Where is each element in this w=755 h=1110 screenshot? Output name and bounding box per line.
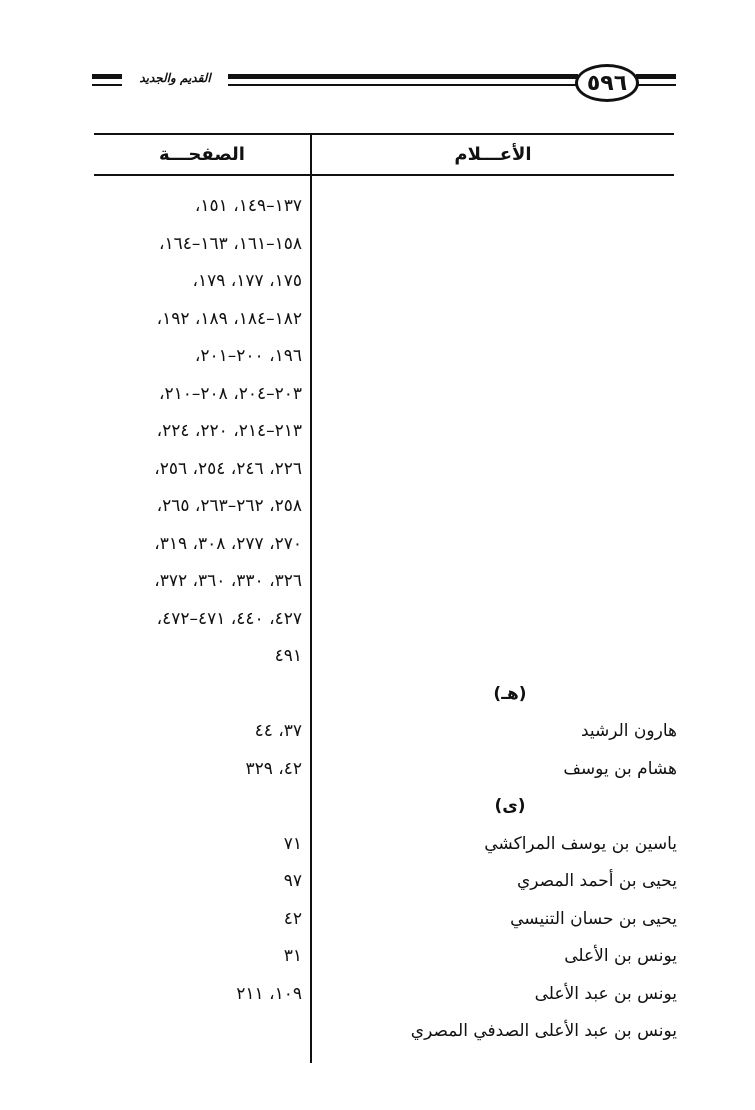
page-list: ٢٢٦، ٢٤٦، ٢٥٤، ٢٥٦، [154, 459, 302, 479]
page-list: ١٩٦، ٢٠٠–٢٠١، [194, 346, 302, 366]
page-list: ٤٢٧، ٤٤٠، ٤٧١–٤٧٢، [156, 609, 302, 629]
page-list: ١٥٨–١٦١، ١٦٣–١٦٤، [158, 234, 302, 254]
entry-name: يونس بن الأعلى [564, 946, 677, 966]
entry-name: يحيى بن أحمد المصري [516, 871, 677, 891]
page-list: ٣٢٦، ٣٣٠، ٣٦٠، ٣٧٢، [154, 571, 302, 591]
running-title: القديم والجديد [139, 71, 211, 85]
entry-pages: ٣١ [283, 946, 302, 966]
entry-pages: ٩٧ [283, 871, 302, 891]
page-list: ٢٠٣–٢٠٤، ٢٠٨–٢١٠، [158, 384, 302, 404]
entry-name: هارون الرشيد [580, 721, 677, 741]
column-header-pages: الصفحـــة [159, 144, 245, 165]
entry-pages: ١٠٩، ٢١١ [236, 984, 302, 1004]
page-list: ٢١٣–٢١٤، ٢٢٠، ٢٢٤، [156, 421, 302, 441]
entry-pages: ٤٢، ٣٢٩ [245, 759, 302, 779]
page-list: ٤٩١ [274, 646, 302, 666]
column-header-names: الأعـــلام [454, 144, 532, 165]
section-letter-h: (هـ) [493, 684, 527, 704]
entry-pages: ٧١ [283, 834, 302, 854]
page-list: ٢٥٨، ٢٦٢–٢٦٣، ٢٦٥، [156, 496, 302, 516]
entry-name: ياسين بن يوسف المراكشي [484, 834, 677, 854]
section-letter-y: (ى) [494, 796, 526, 816]
page-list: ٢٧٠، ٢٧٧، ٣٠٨، ٣١٩، [154, 534, 302, 554]
page-list: ١٧٥، ١٧٧، ١٧٩، [192, 271, 302, 291]
page-number: ٥٩٦ [575, 64, 639, 102]
entry-pages [60, 1016, 302, 1046]
entry-name: يحيى بن حسان التنيسي [510, 909, 677, 929]
entry-name: هشام بن يوسف [563, 759, 677, 779]
entry-name: يونس بن عبد الأعلى [534, 984, 677, 1004]
entry-pages: ٤٢ [283, 909, 302, 929]
entry-name: يونس بن عبد الأعلى الصدفي المصري [410, 1021, 677, 1041]
page-list: ١٨٢–١٨٤، ١٨٩، ١٩٢، [156, 309, 302, 329]
page-list: ١٣٧–١٤٩، ١٥١، [194, 196, 302, 216]
entry-pages: ٣٧، ٤٤ [254, 721, 302, 741]
